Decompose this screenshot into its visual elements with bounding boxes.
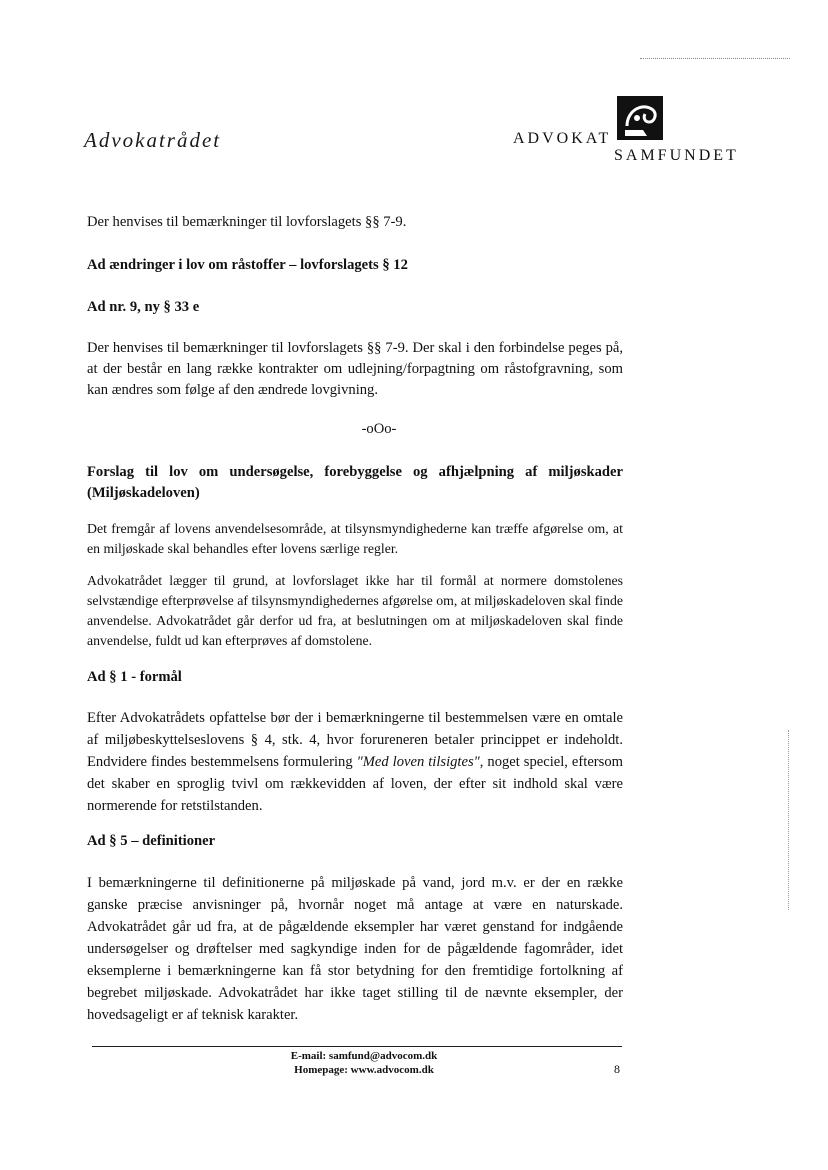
section-heading: Ad nr. 9, ny § 33 e xyxy=(87,299,200,315)
section-heading: Ad § 1 - formål xyxy=(87,669,182,685)
logo-word-samfundet: SAMFUNDET xyxy=(614,147,739,164)
page-number: 8 xyxy=(614,1062,620,1076)
paragraph xyxy=(87,707,623,817)
section-heading: Forslag til lov om undersøgelse, forebyggelse og afhjælpning af miljøskader (Miljøskadeloven) xyxy=(87,464,623,501)
footer-email: E-mail: samfund@advocom.dk xyxy=(290,1050,438,1062)
scan-artifact-line xyxy=(640,58,790,59)
footer-homepage: Homepage: www.advocom.dk xyxy=(294,1064,434,1076)
advokatsamfundet-logo-icon xyxy=(617,96,663,140)
paragraph: I bemærkningerne til definitionerne på miljøskade på vand, jord m.v. er der en række ganske præcise anvisninger på, hvornår noget må antage at være en naturskade. Advokatrådet går ud fra, at de pågældende eksempler har været genstand for indgående undersøgelser og drøftelser med sagkyndige inden for de pågældende fagområder, idet eksemplerne i bemærkningerne kan få stor betydning for den fremtidige fortolkning af begrebet miljøskade. Advokatrådet har ikke taget stilling til de nævnte eksempler, der hovedsageligt er af teknisk karakter. xyxy=(87,875,623,1023)
section-separator: -oOo- xyxy=(361,421,397,437)
paragraph: Der henvises til bemærkninger til lovforslagets §§ 7-9. Der skal i den forbindelse peges på, at der består en lang række kontrakter om udlejning/forpagtning om råstofgravning, som kan ændres som følge af den ændrede lovgivning. xyxy=(87,340,623,398)
paragraph: Der henvises til bemærkninger til lovforslagets §§ 7-9. xyxy=(87,214,407,230)
advokatraadet-title: Advokatrådet xyxy=(84,128,222,152)
footer-rule xyxy=(92,1046,622,1047)
paragraph: Det fremgår af lovens anvendelsesområde, at tilsynsmyndighederne kan træffe afgørelse om, at en miljøskade skal behandles efter lovens særlige regler. xyxy=(87,521,623,556)
quoted-phrase: "Med loven tilsigtes" xyxy=(356,754,480,770)
paragraph: Advokatrådet lægger til grund, at lovforslaget ikke har til formål at normere domstolenes selvstændige efterprøvelse af tilsynsmyndighedernes afgørelse om, at miljøskadeloven skal finde anvendelse. Advokatrådet går derfor ud fra, at beslutningen om at miljøskadeloven skal finde anvendelse, fuldt ud kan efterprøves af domstolene. xyxy=(87,573,623,648)
paragraph-text: Efter Advokatrådets opfattelse bør der i bemærkningerne til bestemmelsen være en omtale af miljøbeskyttelseslovens § 4, stk. 4, hvor forureneren betaler princippet er indeholdt. Endvidere findes bestemmelsens formulering xyxy=(87,710,623,770)
section-heading: Ad § 5 – definitioner xyxy=(87,833,216,849)
section-heading: Ad ændringer i lov om råstoffer – lovforslagets § 12 xyxy=(87,257,408,273)
paragraph-text: , noget speciel, eftersom det skaber en sproglig tvivl om rækkevidden af loven, der efter sit indhold skal være normerende for retstilstanden. xyxy=(87,754,623,814)
scan-artifact-line xyxy=(788,730,789,910)
logo-word-advokat: ADVOKAT xyxy=(513,130,612,147)
